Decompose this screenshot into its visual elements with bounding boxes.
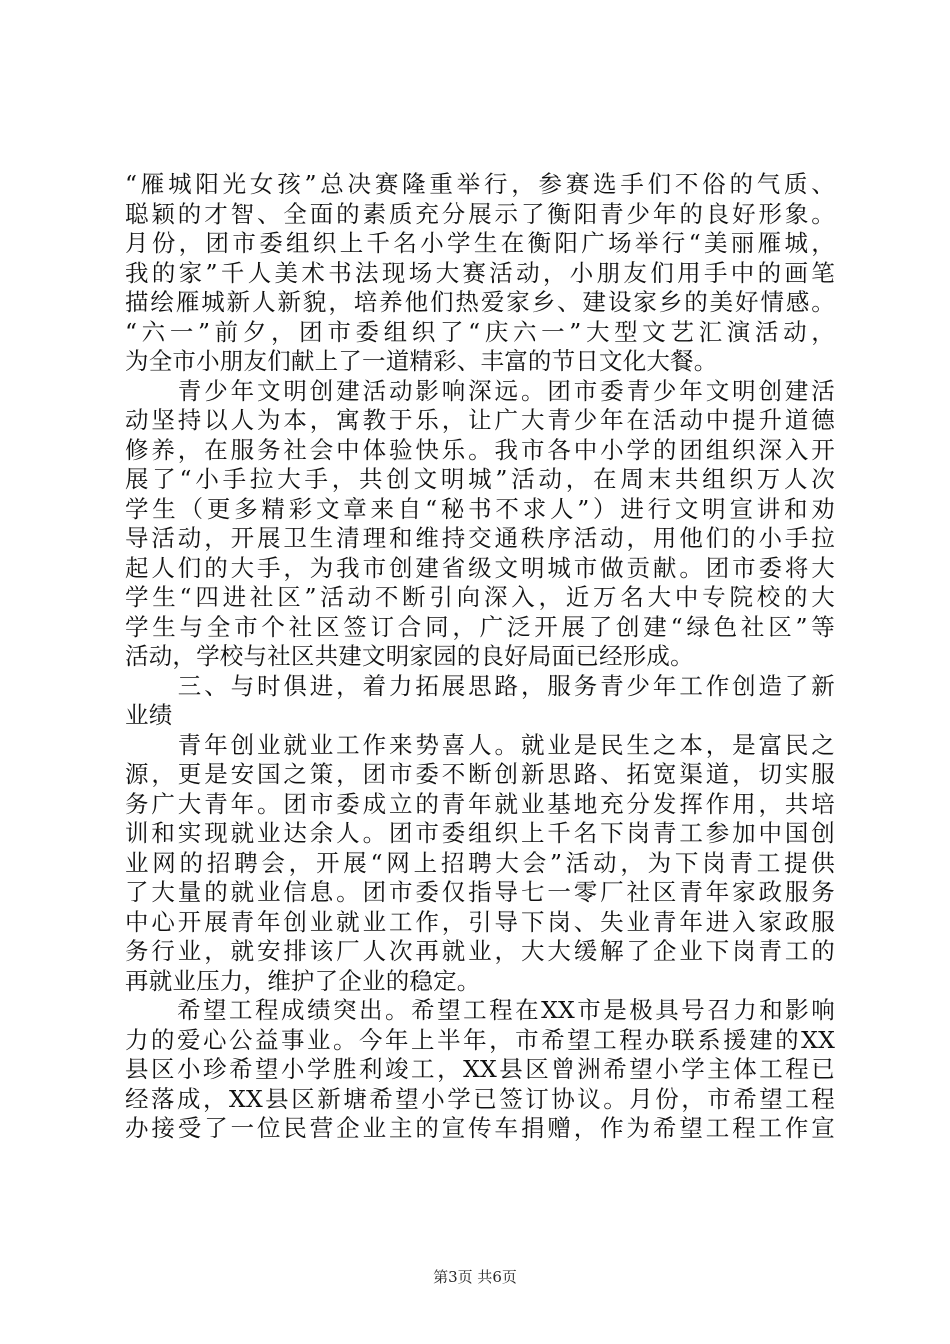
page-footer: 第3页 共6页 (433, 1268, 517, 1286)
text-line: 活动，学校与社区共建文明家园的良好局面已经形成。 (125, 642, 694, 670)
text-line: 经落成，XX县区新塘希望小学已签订协议。月份，市希望工程 (125, 1084, 835, 1113)
text-line: 我的家”千人美术书法现场大赛活动，小朋友们用手中的画笔 (125, 258, 835, 287)
text-line: 再就业压力，维护了企业的稳定。 (125, 966, 481, 995)
text-line: 办接受了一位民营企业主的宣传车捐赠，作为希望工程工作宣 (125, 1114, 835, 1142)
text-line: 起人们的大手，为我市创建省级文明城市做贡献。团市委将大 (125, 553, 835, 582)
text-line: “雁城阳光女孩”总决赛隆重举行，参赛选手们不俗的气质、 (125, 170, 835, 198)
text-line: 修养，在服务社会中体验快乐。我市各中小学的团组织深入开 (125, 435, 835, 464)
text-line: 务广大青年。团市委成立的青年就业基地充分发挥作用，共培 (125, 789, 835, 818)
text-line: 力的爱心公益事业。今年上半年，市希望工程办联系援建的XX (125, 1025, 835, 1054)
text-line: 聪颖的才智、全面的素质充分展示了衡阳青少年的良好形象。 (125, 199, 835, 228)
text-line: 导活动，开展卫生清理和维持交通秩序活动，用他们的小手拉 (125, 524, 835, 552)
text-line: 青少年文明创建活动影响深远。团市委青少年文明创建活 (125, 376, 835, 405)
text-line: 了大量的就业信息。团市委仅指导七一零厂社区青年家政服务 (125, 878, 835, 906)
text-line: 源，更是安国之策，团市委不断创新思路、拓宽渠道，切实服 (125, 760, 835, 788)
document-body (125, 170, 835, 1144)
text-line: 县区小珍希望小学胜利竣工，XX县区曾洲希望小学主体工程已 (125, 1055, 835, 1083)
text-line: 学生（更多精彩文章来自“秘书不求人”）进行文明宣讲和劝 (125, 494, 835, 523)
text-line: 中心开展青年创业就业工作，引导下岗、失业青年进入家政服 (125, 907, 835, 936)
text-line: 学生与全市个社区签订合同，广泛开展了创建“绿色社区”等 (125, 612, 835, 641)
text-line: 业网的招聘会，开展“网上招聘大会”活动，为下岗青工提供 (125, 848, 835, 877)
text-line: 描绘雁城新人新貌，培养他们热爱家乡、建设家乡的美好情感。 (125, 288, 835, 316)
text-line: 青年创业就业工作来势喜人。就业是民生之本，是富民之 (125, 730, 835, 759)
text-line: 学生“四进社区”活动不断引向深入，近万名大中专院校的大 (125, 583, 835, 611)
text-line: 训和实现就业达余人。团市委组织上千名下岗青工参加中国创 (125, 819, 835, 847)
text-line: 希望工程成绩突出。希望工程在XX市是极具号召力和影响 (125, 996, 835, 1024)
text-line: 务行业，就安排该厂人次再就业，大大缓解了企业下岗青工的 (125, 937, 835, 965)
text-line: “六一”前夕，团市委组织了“庆六一”大型文艺汇演活动， (125, 317, 835, 346)
text-line: 业绩 (125, 701, 173, 729)
text-line: 为全市小朋友们献上了一道精彩、丰富的节日文化大餐。 (125, 347, 718, 375)
text-line: 展了“小手拉大手，共创文明城”活动，在周末共组织万人次 (125, 465, 835, 493)
text-line: 月份，团市委组织上千名小学生在衡阳广场举行“美丽雁城， (125, 229, 835, 257)
text-line: 三、与时俱进，着力拓展思路，服务青少年工作创造了新 (125, 671, 835, 700)
text-line: 动坚持以人为本，寓教于乐，让广大青少年在活动中提升道德 (125, 406, 835, 434)
